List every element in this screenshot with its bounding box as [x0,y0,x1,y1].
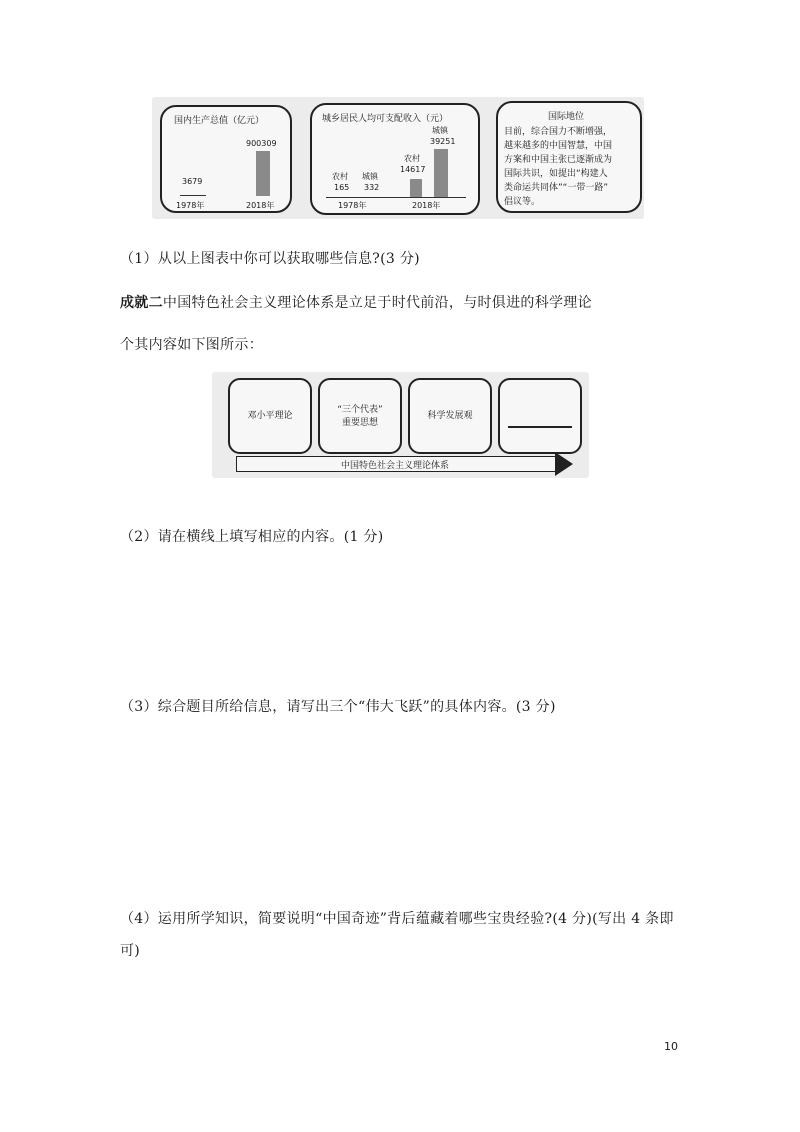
income-label-1978: 1978年 [338,201,367,210]
achievement-2-label: 成就二 [120,295,163,311]
urban-bar-2018 [434,149,448,197]
urban-label-2018: 城镇 [432,126,448,135]
gdp-title: 国内生产总值（亿元） [174,116,265,126]
rural-value-1978: 165 [334,183,350,192]
rural-bar-2018 [410,179,422,197]
theory-system-figure [212,372,589,478]
statistics-figure [152,97,644,219]
arrow-head-icon [555,452,573,476]
rural-label-1978: 农村 [332,172,348,181]
question-1: （1）从以上图表中你可以获取哪些信息?(3 分) [120,251,420,267]
status-text: 目前，综合国力不断增强， 越来越多的中国智慧，中国 方案和中国主张已逐渐成为 国际共识，如提出“构建人 类命运共同体”“一带一路” 倡议等。 [504,127,613,207]
achievement-2-text: 中国特色社会主义理论体系是立足于时代前沿，与时俱进的科学理论 [162,295,592,311]
gdp-bar-2018 [256,151,270,196]
status-panel [496,101,642,213]
gdp-label-1978: 1978年 [176,201,205,210]
rural-label-2018: 农村 [404,154,420,163]
achievement-2-line [120,292,592,312]
status-title: 国际地位 [548,112,585,122]
question-4-line-1: （4）运用所学知识，简要说明“中国奇迹”背后蕴藏着哪些宝贵经验?(4 分)(写出 4 条即 [120,911,674,927]
question-2: （2）请在横线上填写相应的内容。(1 分) [120,529,384,545]
rural-value-2018: 14617 [400,165,426,174]
income-label-2018: 2018年 [412,201,441,210]
gdp-label-2018: 2018年 [246,201,275,210]
gdp-value-2018: 900309 [246,139,277,148]
urban-label-1978: 城镇 [362,172,378,181]
gdp-panel [160,105,292,213]
box-deng-xiaoping-theory: 邓小平理论 [228,378,312,454]
urban-value-1978: 332 [364,183,380,192]
box-blank [498,378,582,454]
gdp-value-1978: 3679 [182,177,203,186]
question-4-line-2: 可) [120,943,141,959]
income-title: 城乡居民人均可支配收入（元） [322,114,449,124]
question-3: （3）综合题目所给信息，请写出三个“伟大飞跃”的具体内容。(3 分) [120,699,556,715]
page-number: 10 [664,1040,678,1053]
income-panel [310,103,480,215]
urban-value-2018: 39251 [430,137,456,146]
box-three-represents: “三个代表” 重要思想 [318,378,402,454]
fill-in-blank-line [508,426,572,428]
intro-line: 个其内容如下图所示： [120,337,263,353]
arrow-label: 中国特色社会主义理论体系 [340,461,449,471]
box-scientific-outlook: 科学发展观 [408,378,492,454]
